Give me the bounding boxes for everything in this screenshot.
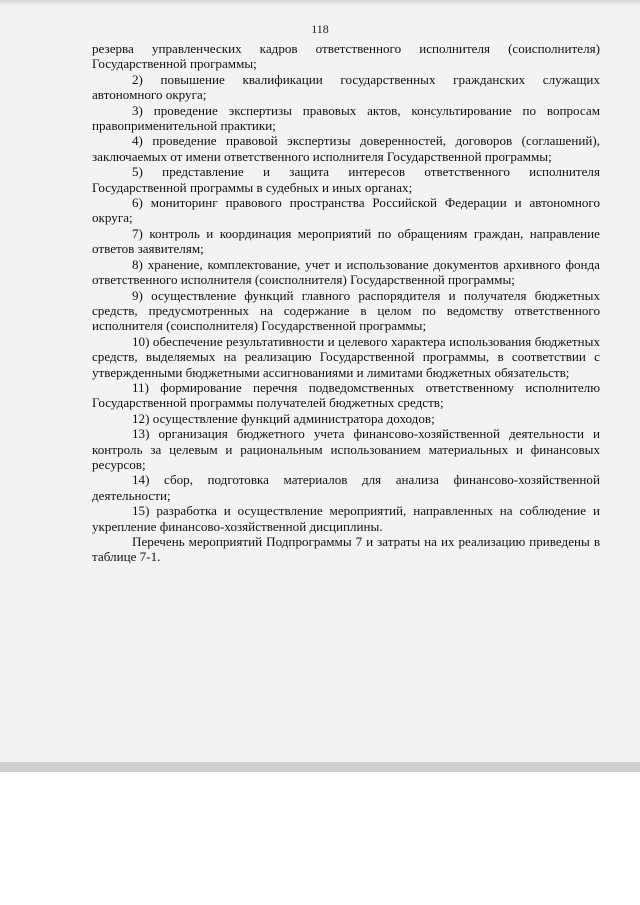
scan-bottom-edge <box>0 762 640 772</box>
paragraph: 2) повышение квалификации государственных гражданских служащих автономного округа; <box>92 71 600 103</box>
paragraph: 7) контроль и координация мероприятий по обращениям граждан, направление ответов заявителям; <box>92 225 600 257</box>
paragraph: 4) проведение правовой экспертизы доверенностей, договоров (соглашений), заключаемых от имени ответственного исполнителя Государственной программы; <box>92 133 600 164</box>
paragraph: резерва управленческих кадров ответственного исполнителя (соисполнителя) Государственной программы; <box>92 41 600 72</box>
document-body <box>92 41 600 565</box>
page-number: 118 <box>311 22 329 36</box>
paragraph: 11) формирование перечня подведомственных ответственному исполнителю Государственной программы получателей бюджетных средств; <box>92 379 600 411</box>
paragraph: 6) мониторинг правового пространства Российской Федерации и автономного округа; <box>92 195 600 226</box>
paragraph: 12) осуществление функций администратора доходов; <box>132 410 435 426</box>
paragraph: 14) сбор, подготовка материалов для анализа финансово-хозяйственной деятельности; <box>92 472 600 503</box>
paragraph: 10) обеспечение результативности и целевого характера использования бюджетных средств, выделяемых на реализацию Государственной программы, в соответствии с утвержденными бюджетными ассигнованиями и лимитами бюджетных обязательств; <box>92 333 600 380</box>
paragraph: 5) представление и защита интересов ответственного исполнителя Государственной программы в судебных и иных органах; <box>92 164 600 195</box>
paragraph: 3) проведение экспертизы правовых актов, консультирование по вопросам правоприменительной практики; <box>92 102 600 134</box>
paragraph: Перечень мероприятий Подпрограммы 7 и затраты на их реализацию приведены в таблице 7-1. <box>92 534 600 565</box>
scan-top-edge <box>0 0 640 6</box>
paragraph: 9) осуществление функций главного распорядителя и получателя бюджетных средств, предусмотренных на содержание в целом по ведомству ответственного исполнителя (соисполнителя) Государственной программы; <box>92 287 600 334</box>
paragraph: 8) хранение, комплектование, учет и использование документов архивного фонда ответственного исполнителя (соисполнителя) Государственной программы; <box>92 256 600 288</box>
paragraph: 13) организация бюджетного учета финансово-хозяйственной деятельности и контроль за целевым и рациональным использованием материальных и финансовых ресурсов; <box>92 426 600 472</box>
paragraph: 15) разработка и осуществление мероприятий, направленных на соблюдение и укрепление финансово-хозяйственной дисциплины. <box>92 503 600 534</box>
